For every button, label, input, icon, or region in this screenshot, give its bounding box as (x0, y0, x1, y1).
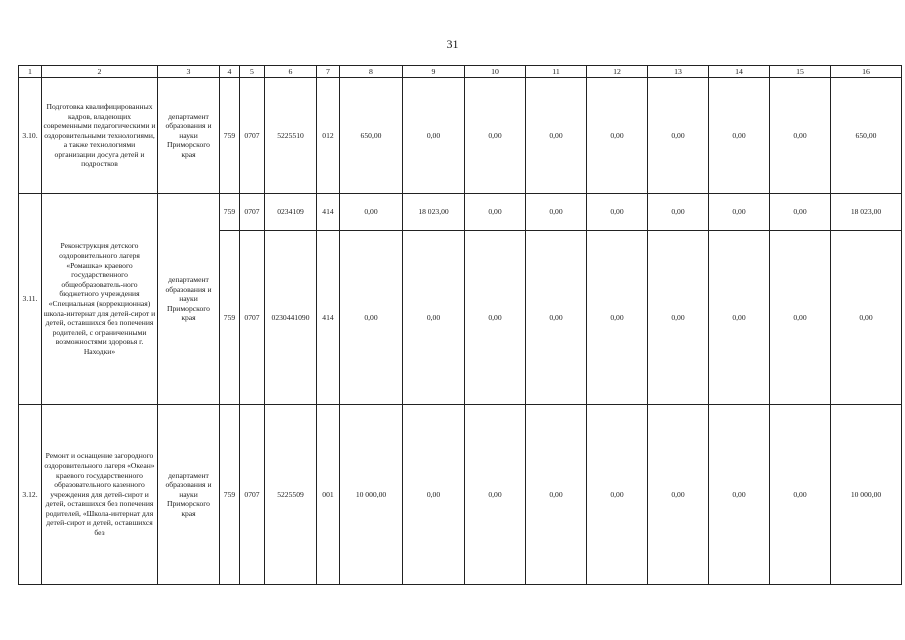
cell-c14: 0,00 (709, 78, 770, 194)
cell-c9: 0,00 (403, 78, 465, 194)
column-header: 10 (465, 66, 526, 78)
cell-c8: 10 000,00 (340, 405, 403, 585)
cell-c14: 0,00 (709, 194, 770, 231)
cell-c8: 650,00 (340, 78, 403, 194)
cell-c5: 0707 (240, 231, 265, 405)
cell-c15: 0,00 (770, 78, 831, 194)
page-number: 31 (446, 37, 459, 51)
column-header: 13 (648, 66, 709, 78)
table-row (19, 194, 902, 231)
cell-c11: 0,00 (526, 78, 587, 194)
cell-c9: 0,00 (403, 231, 465, 405)
column-header: 6 (265, 66, 317, 78)
column-header: 2 (42, 66, 158, 78)
column-header: 16 (831, 66, 902, 78)
cell-c4: 759 (220, 405, 240, 585)
column-header: 3 (158, 66, 220, 78)
cell-c10: 0,00 (465, 78, 526, 194)
table-row (19, 78, 902, 194)
cell-c14: 0,00 (709, 231, 770, 405)
column-header: 14 (709, 66, 770, 78)
row-department: департамент образования и науки Приморского края (158, 405, 220, 585)
cell-c8: 0,00 (340, 194, 403, 231)
cell-c7: 414 (317, 231, 340, 405)
cell-c12: 0,00 (587, 194, 648, 231)
cell-c6: 5225510 (265, 78, 317, 194)
cell-c6: 0230441090 (265, 231, 317, 405)
cell-c12: 0,00 (587, 405, 648, 585)
row-number: 3.12. (19, 405, 42, 585)
cell-c13: 0,00 (648, 78, 709, 194)
cell-c7: 414 (317, 194, 340, 231)
cell-c7: 001 (317, 405, 340, 585)
cell-c4: 759 (220, 194, 240, 231)
cell-c5: 0707 (240, 78, 265, 194)
cell-c8: 0,00 (340, 231, 403, 405)
cell-c13: 0,00 (648, 194, 709, 231)
cell-c16: 18 023,00 (831, 194, 902, 231)
row-department: департамент образования и науки Приморского края (158, 194, 220, 405)
row-description: Ремонт и оснащение загородного оздоровительного лагеря «Океан» краевого государственного образовательного казенного учреждения для детей-сирот и детей, оставшихся без попечения родителей, «Школа-интернат для детей-сирот и детей, оставшихся без (42, 405, 158, 585)
header-row (19, 66, 902, 78)
cell-c5: 0707 (240, 194, 265, 231)
cell-c15: 0,00 (770, 194, 831, 231)
cell-c10: 0,00 (465, 194, 526, 231)
cell-c11: 0,00 (526, 231, 587, 405)
row-description: Реконструкция детского оздоровительного лагеря «Ромашка» краевого государственного общеобразователь-ного бюджетного учреждения «Специальная (коррекционная) школа-интернат для детей-сирот и детей, оставшихся без попечения родителей, с ограниченными возможностями здоровья г. Находки» (42, 194, 158, 405)
cell-c11: 0,00 (526, 405, 587, 585)
cell-c12: 0,00 (587, 78, 648, 194)
cell-c9: 0,00 (403, 405, 465, 585)
cell-c14: 0,00 (709, 405, 770, 585)
column-header: 9 (403, 66, 465, 78)
cell-c11: 0,00 (526, 194, 587, 231)
column-header: 4 (220, 66, 240, 78)
cell-c15: 0,00 (770, 405, 831, 585)
column-header: 15 (770, 66, 831, 78)
cell-c4: 759 (220, 78, 240, 194)
row-number: 3.10. (19, 78, 42, 194)
cell-c16: 650,00 (831, 78, 902, 194)
row-description: Подготовка квалифицированных кадров, владеющих современными педагогическими и оздоровительными технологиями, а также технологиями организации досуга детей и подростков (42, 78, 158, 194)
cell-c7: 012 (317, 78, 340, 194)
cell-c13: 0,00 (648, 405, 709, 585)
cell-c16: 10 000,00 (831, 405, 902, 585)
row-number: 3.11. (19, 194, 42, 405)
column-header: 1 (19, 66, 42, 78)
cell-c16: 0,00 (831, 231, 902, 405)
cell-c5: 0707 (240, 405, 265, 585)
budget-table (18, 65, 902, 585)
cell-c10: 0,00 (465, 231, 526, 405)
cell-c6: 0234109 (265, 194, 317, 231)
cell-c9: 18 023,00 (403, 194, 465, 231)
column-header: 7 (317, 66, 340, 78)
column-header: 11 (526, 66, 587, 78)
cell-c15: 0,00 (770, 231, 831, 405)
cell-c4: 759 (220, 231, 240, 405)
cell-c10: 0,00 (465, 405, 526, 585)
column-header: 5 (240, 66, 265, 78)
cell-c13: 0,00 (648, 231, 709, 405)
cell-c6: 5225509 (265, 405, 317, 585)
row-department: департамент образования и науки Приморского края (158, 78, 220, 194)
cell-c12: 0,00 (587, 231, 648, 405)
table-row (19, 405, 902, 585)
column-header: 8 (340, 66, 403, 78)
column-header: 12 (587, 66, 648, 78)
